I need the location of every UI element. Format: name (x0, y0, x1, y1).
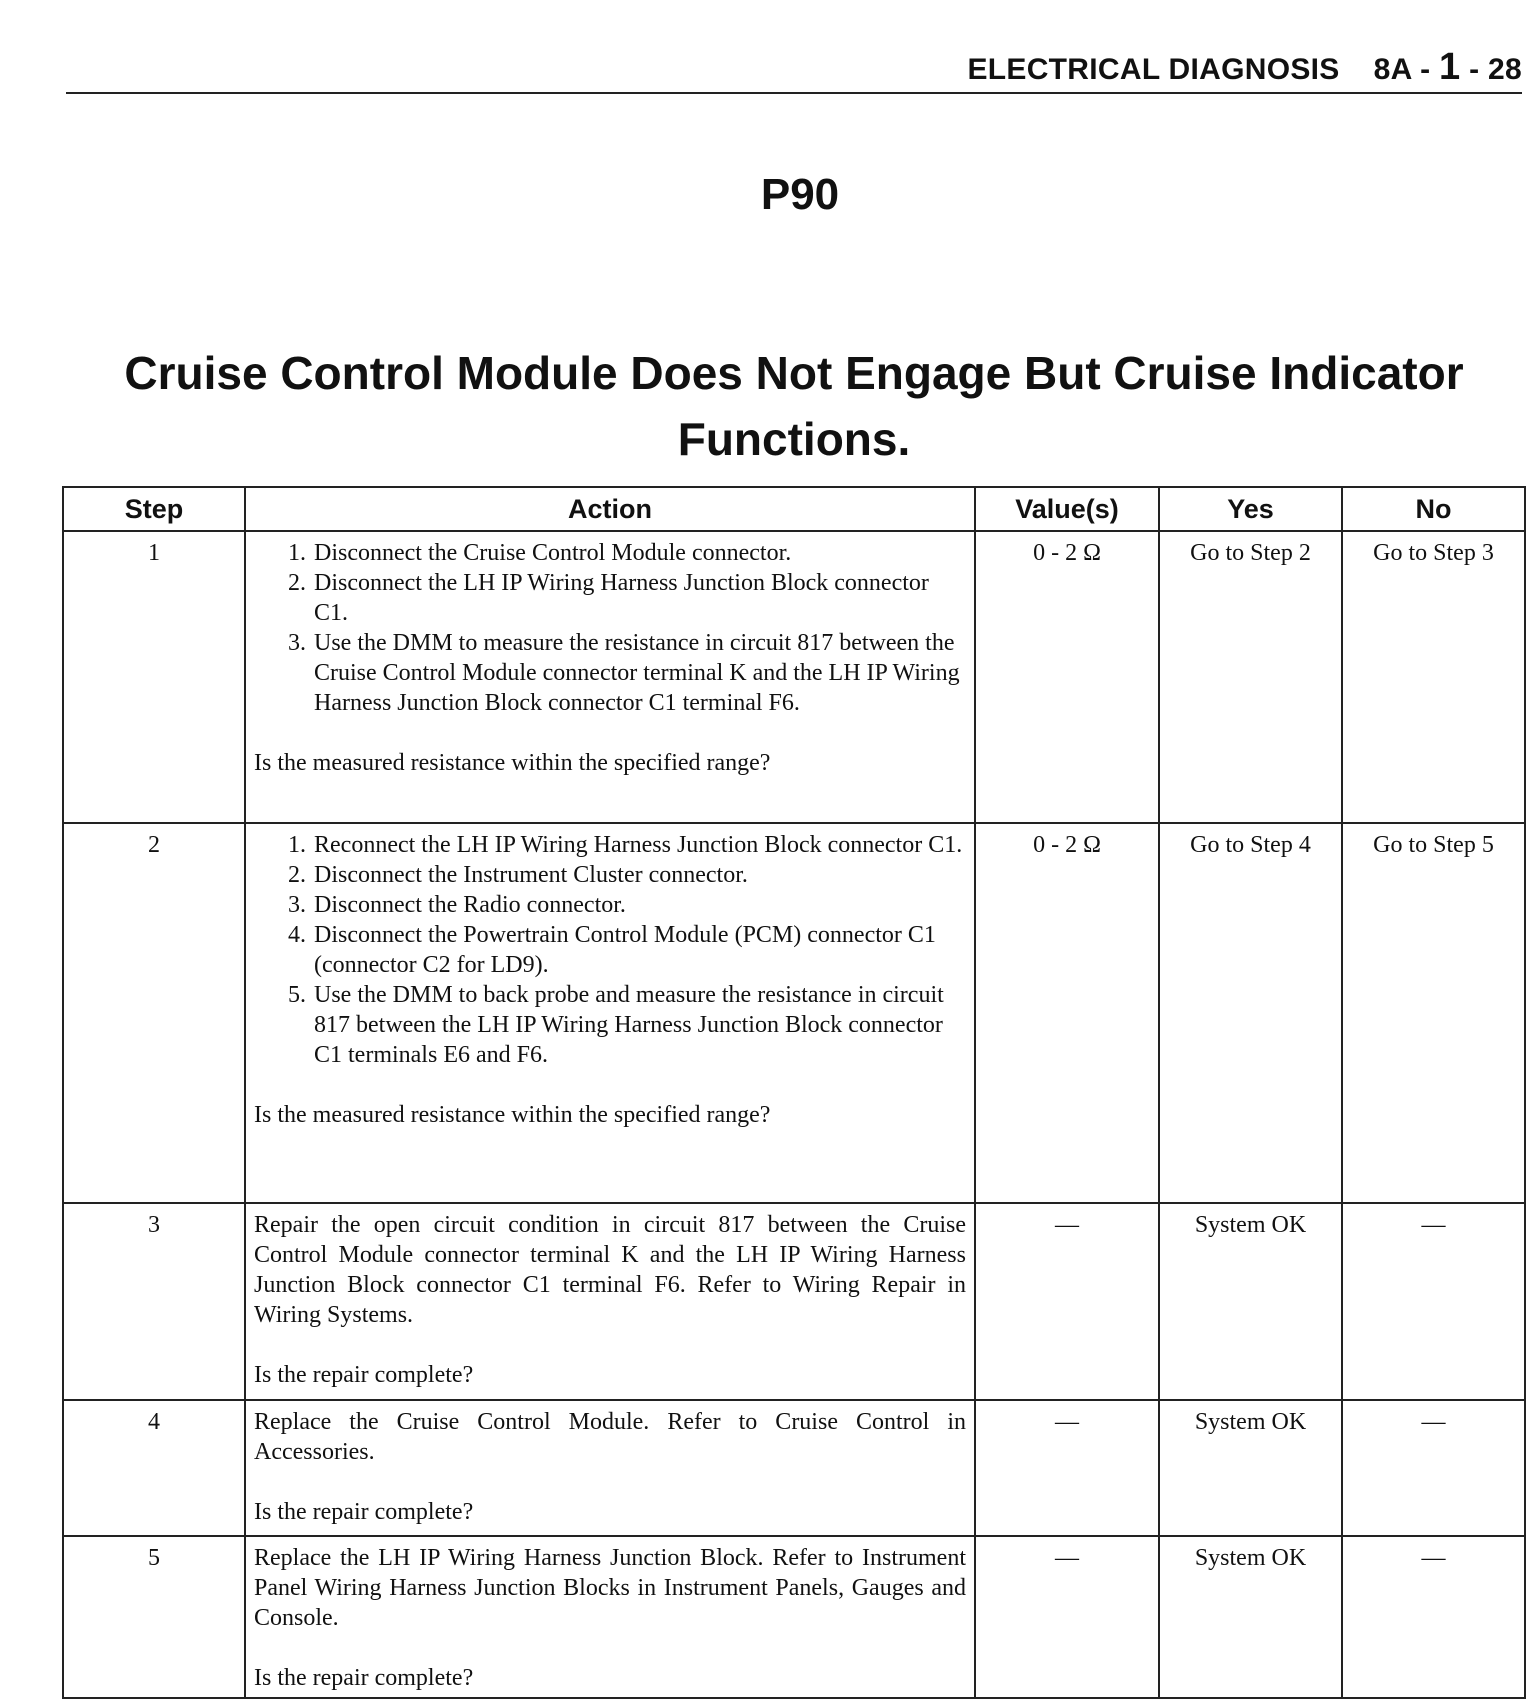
step-number: 3 (63, 1203, 245, 1400)
step-number: 2 (63, 823, 245, 1203)
action-text: Replace the LH IP Wiring Harness Junction Block. Refer to Instrument Panel Wiring Harness Junction Blocks in Instrument Panels, Gauges and Console. (254, 1545, 966, 1631)
page-number-mid: 1 (1439, 46, 1461, 88)
no-cell: Go to Step 3 (1342, 531, 1525, 823)
page-title (66, 340, 1522, 472)
action-step: 4. Disconnect the Powertrain Control Module (PCM) connector C1 (connector C2 for LD9). (312, 920, 966, 980)
action-step: 2. Disconnect the Instrument Cluster connector. (312, 860, 966, 890)
action-cell (245, 823, 975, 1203)
no-cell: — (1342, 1400, 1525, 1536)
column-header-action: Action (245, 487, 975, 531)
no-cell: — (1342, 1203, 1525, 1400)
column-header-values: Value(s) (975, 487, 1159, 531)
step-number: 1 (63, 531, 245, 823)
table-row-step-3 (63, 1203, 1525, 1400)
yes-cell: System OK (1159, 1536, 1342, 1698)
action-step: 1. Disconnect the Cruise Control Module connector. (312, 538, 966, 568)
page-number-suffix: - 28 (1469, 53, 1522, 86)
action-cell (245, 1400, 975, 1536)
action-text: Replace the Cruise Control Module. Refer to Cruise Control in Accessories. (254, 1409, 966, 1465)
yes-cell: Go to Step 2 (1159, 531, 1342, 823)
action-step: 1. Reconnect the LH IP Wiring Harness Junction Block connector C1. (312, 830, 966, 860)
action-cell (245, 1536, 975, 1698)
no-cell: — (1342, 1536, 1525, 1698)
action-question: Is the repair complete? (254, 1362, 474, 1388)
page-title-line-2: Functions. (677, 413, 911, 465)
table-header-row (63, 487, 1525, 531)
value-cell: — (975, 1536, 1159, 1698)
action-question: Is the measured resistance within the specified range? (254, 1102, 771, 1128)
column-header-no: No (1342, 487, 1525, 531)
section-title: ELECTRICAL DIAGNOSIS (967, 53, 1340, 86)
yes-cell: Go to Step 4 (1159, 823, 1342, 1203)
header-title (967, 46, 1522, 89)
table-row-step-4 (63, 1400, 1525, 1536)
action-step: 5. Use the DMM to back probe and measure the resistance in circuit 817 between the LH IP Wiring Harness Junction Block connector C1 terminals E6 and F6. (312, 980, 966, 1070)
value-cell: 0 - 2 Ω (975, 823, 1159, 1203)
table-row-step-2 (63, 823, 1525, 1203)
value-cell: 0 - 2 Ω (975, 531, 1159, 823)
action-step: 3. Use the DMM to measure the resistance in circuit 817 between the Cruise Control Module connector terminal K and the LH IP Wiring Harness Junction Block connector C1 terminal F6. (312, 628, 966, 718)
step-number: 4 (63, 1400, 245, 1536)
diagnostic-code: P90 (760, 170, 840, 219)
page-number-prefix: 8A - (1373, 53, 1431, 86)
action-steps (254, 538, 966, 718)
diagnostic-table (62, 486, 1526, 1699)
action-question: Is the repair complete? (254, 1665, 474, 1691)
value-cell: — (975, 1400, 1159, 1536)
column-header-yes: Yes (1159, 487, 1342, 531)
yes-cell: System OK (1159, 1203, 1342, 1400)
value-cell: — (975, 1203, 1159, 1400)
action-text: Repair the open circuit condition in circuit 817 between the Cruise Control Module connector terminal K and the LH IP Wiring Harness Junction Block connector C1 terminal F6. Refer to Wiring Repair in Wiring Systems. (254, 1212, 966, 1328)
column-header-step: Step (63, 487, 245, 531)
table-row-step-5 (63, 1536, 1525, 1698)
action-steps (254, 830, 966, 1070)
action-cell (245, 531, 975, 823)
page-title-line-1: Cruise Control Module Does Not Engage But Cruise Indicator (124, 347, 1464, 399)
action-question: Is the measured resistance within the specified range? (254, 750, 771, 776)
step-number: 5 (63, 1536, 245, 1698)
action-question: Is the repair complete? (254, 1499, 474, 1525)
no-cell: Go to Step 5 (1342, 823, 1525, 1203)
action-step: 3. Disconnect the Radio connector. (312, 890, 966, 920)
action-cell (245, 1203, 975, 1400)
yes-cell: System OK (1159, 1400, 1342, 1536)
action-step: 2. Disconnect the LH IP Wiring Harness Junction Block connector C1. (312, 568, 966, 628)
page-header (66, 40, 1522, 94)
table-row-step-1 (63, 531, 1525, 823)
